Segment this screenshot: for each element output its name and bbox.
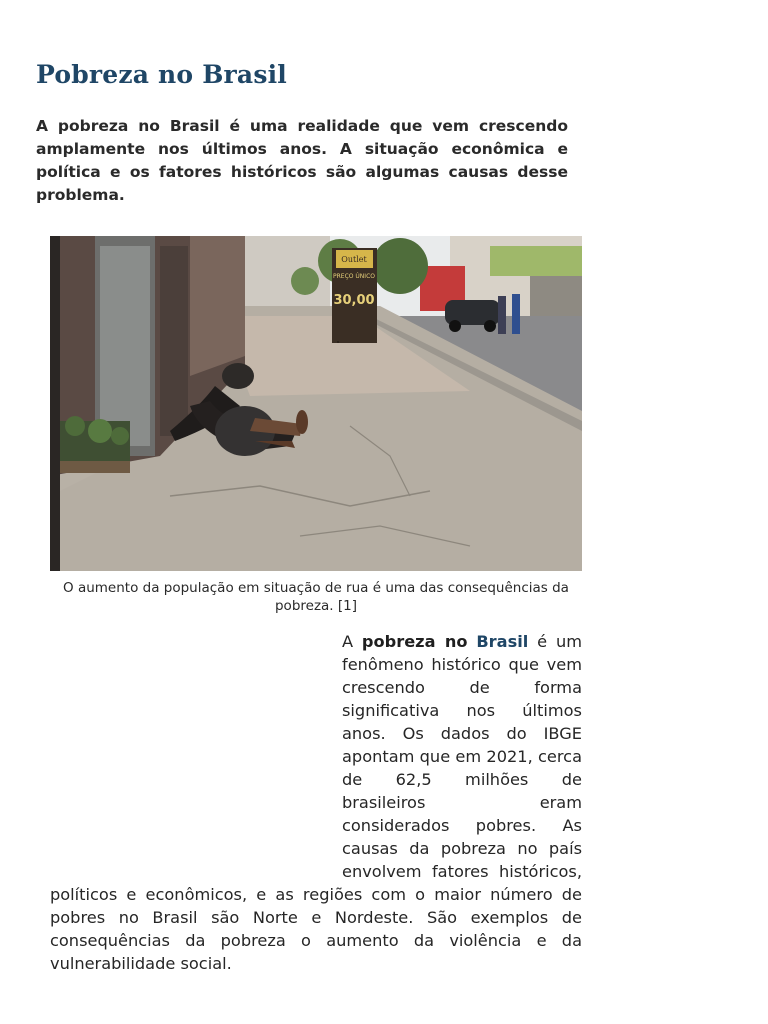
lead-paragraph: A pobreza no Brasil é uma realidade que vem crescendo amplamente nos últimos anos. A situação econômica e política e os fatores históricos são algumas causas desse problema. <box>36 117 568 204</box>
body-intro: A <box>342 632 362 651</box>
page-title: Pobreza no Brasil <box>36 60 287 89</box>
sign-brand: Outlet <box>341 255 367 264</box>
body-paragraph <box>50 630 582 975</box>
keyword-pobreza: pobreza no <box>361 632 468 651</box>
keyword-brasil-link[interactable]: Brasil <box>476 632 529 651</box>
photo-caption: O aumento da população em situação de rua é uma das consequências da pobreza. [1] <box>63 580 569 614</box>
float-spacer <box>50 630 342 883</box>
street-scene-illustration <box>50 236 582 571</box>
article-photo <box>50 236 582 571</box>
body-rest: é um fenômeno histórico que vem crescendo de forma significativa nos últimos anos. Os dados do IBGE apontam que em 2021, cerca de 62,5 milhões de brasileiros eram considerados pobres. As causas da pobreza no país envolvem fatores históricos, políticos e econômicos, e as regiões com o maior número de pobres no Brasil são Norte e Nordeste. São exemplos de consequências da pobreza o aumento da violência e da vulnerabilidade social. <box>50 632 582 973</box>
sign-tag: PREÇO ÚNICO <box>333 273 375 280</box>
sign-price: 30,00 <box>333 293 375 308</box>
